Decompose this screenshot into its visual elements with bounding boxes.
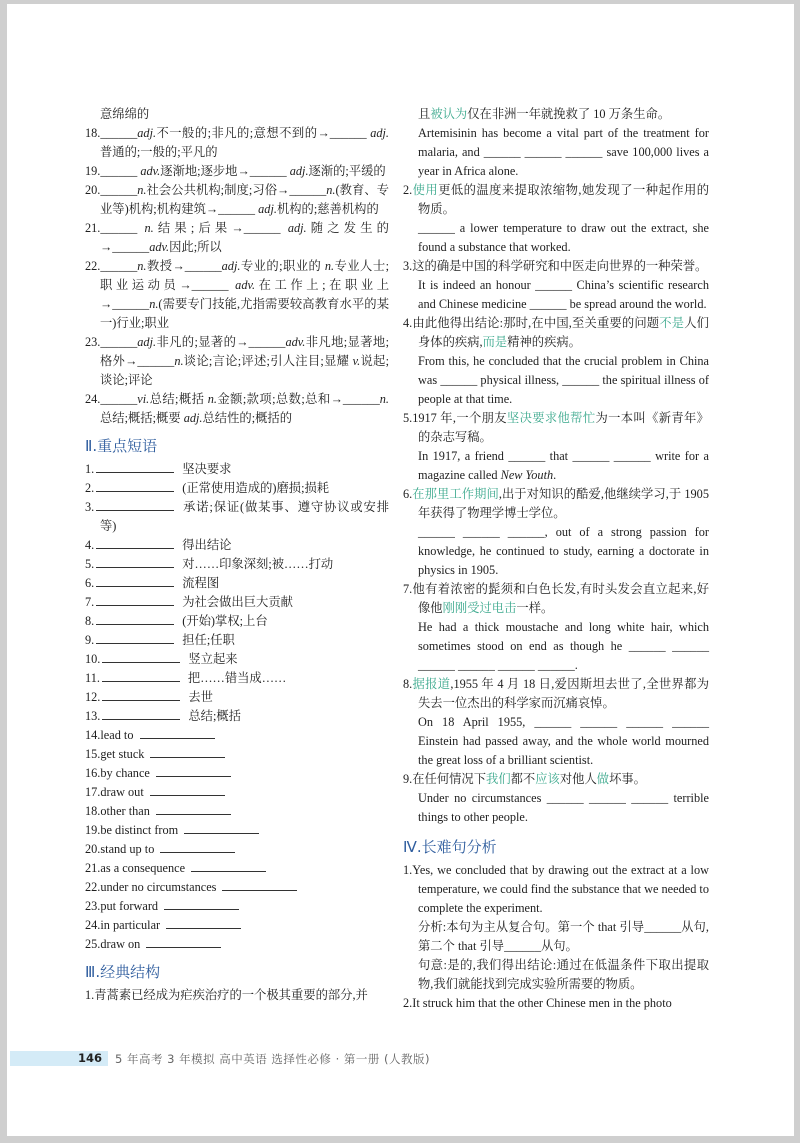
italic-text: adj. <box>221 259 241 273</box>
italic-text: adj. <box>258 202 277 216</box>
section-heading-structures: Ⅲ.经典结构 <box>85 963 161 981</box>
phrase-item <box>85 935 389 954</box>
phrase-item <box>85 783 389 802</box>
answer-blank[interactable] <box>191 859 266 872</box>
answer-blank[interactable] <box>96 479 174 492</box>
item-number: 8. <box>85 614 95 628</box>
structure-item-english[interactable]: He had a thick moustache and long white hair, which sometimes stood on end as though he ______ ______ ______ ______ ______ ______. <box>418 620 709 672</box>
phrase-item <box>85 859 389 878</box>
phrase-item <box>85 745 389 764</box>
structure-item-chinese: 4.由此他得出结论:那时,在中国,至关重要的问题不是人们身体的疾病,而是精神的疾病。 <box>403 316 709 349</box>
analysis-item-1-translation: 句意:是的,我们得出结论:通过在低温条件下取出提取物,我们就能找到完成实验所需要的物质。 <box>418 958 709 991</box>
vocab-item[interactable]: 22.______n.教授→______adj.专业的;职业的 n.专业人士;职业运动员→______ adv.在工作上;在职业上→______n.(需要专门技能,尤指需要较高教育水平的某一)行业;职业 <box>85 259 390 330</box>
structure-item-1-chinese-start: 1.青蒿素已经成为疟疾治疗的一个极其重要的部分,并 <box>85 988 368 1002</box>
structure-item-chinese: 5.1917 年,一个朋友坚决要求他帮忙为一本叫《新青年》的杂志写稿。 <box>403 411 709 444</box>
italic-text: adj. <box>287 221 307 235</box>
structure-item-english[interactable]: Under no circumstances ______ ______ ______ terrible things to other people. <box>418 791 709 824</box>
answer-blank[interactable] <box>96 631 174 644</box>
phrase-item <box>85 650 389 669</box>
phrase-meaning: (开始)掌权;上台 <box>182 614 268 628</box>
italic-text: adv. <box>149 240 170 254</box>
item-number: 3. <box>85 500 95 514</box>
item-number: 2. <box>85 481 95 495</box>
structure-item-chinese: 6.在那里工作期间,出于对知识的酷爱,他继续学习,于 1905 年获得了物理学博士学位。 <box>403 487 709 520</box>
answer-blank[interactable] <box>150 745 225 758</box>
phrase-meaning: 得出结论 <box>182 538 232 552</box>
vocab-item[interactable]: 23.______adj.非凡的;显著的→______adv.非凡地;显著地;格外→______n.谈论;言论;评述;引人注目;显耀 v.说起;谈论;评论 <box>85 335 389 387</box>
phrase-item <box>85 878 389 897</box>
highlighted-phrase: 被认为 <box>430 107 468 121</box>
italic-text: n. <box>174 354 184 368</box>
highlighted-phrase: 做 <box>596 772 610 786</box>
phrase-item <box>85 669 389 688</box>
answer-blank[interactable] <box>150 783 225 796</box>
answer-blank[interactable] <box>160 840 235 853</box>
answer-blank[interactable] <box>96 593 174 606</box>
phrase-meaning: 为社会做出巨大贡献 <box>182 595 293 609</box>
item-number: 6. <box>85 576 95 590</box>
phrase-item <box>85 897 389 916</box>
english-phrase: 16.by chance <box>85 766 150 780</box>
phrase-meaning: (正常使用造成的)磨损;损耗 <box>182 481 330 495</box>
highlighted-phrase: 不是 <box>659 316 685 330</box>
answer-blank[interactable] <box>166 916 241 929</box>
answer-blank[interactable] <box>156 802 231 815</box>
phrase-item <box>85 764 389 783</box>
answer-blank[interactable] <box>96 536 174 549</box>
phrase-item <box>85 593 389 612</box>
item-number: 5. <box>85 557 95 571</box>
structure-item-1-english[interactable]: Artemisinin has become a vital part of the treatment for malaria, and ______ ______ ______ save 100,000 lives a year in Africa alone. <box>418 126 709 178</box>
phrase-meaning: 竖立起来 <box>188 652 238 666</box>
section-heading-phrases: Ⅱ.重点短语 <box>85 437 158 455</box>
answer-blank[interactable] <box>96 612 174 625</box>
answer-blank[interactable] <box>222 878 297 891</box>
italic-text: n. <box>379 392 389 406</box>
italic-text: adj. <box>289 164 309 178</box>
structure-item-english[interactable]: From this, he concluded that the crucial problem in China was ______ physical illness, ______ the spiritual illness of people at that time. <box>418 354 709 406</box>
english-phrase: 19.be distinct from <box>85 823 179 837</box>
english-phrase: 15.get stuck <box>85 747 145 761</box>
structure-item-english[interactable]: In 1917, a friend ______ that ______ ______ write for a magazine called New Youth. <box>418 449 709 482</box>
phrase-item <box>85 802 389 821</box>
highlighted-phrase: 刚刚受过电击 <box>442 601 517 615</box>
english-phrase: 21.as a consequence <box>85 861 186 875</box>
analysis-item-1-explanation[interactable]: 分析:本句为主从复合句。第一个 that 引导______从句, 第二个 that 引导______从句。 <box>418 920 709 953</box>
item-number: 1. <box>85 462 95 476</box>
phrase-item <box>85 840 389 859</box>
left-column <box>85 105 389 1005</box>
phrase-item <box>85 498 389 536</box>
phrase-item <box>85 460 389 479</box>
italic-text: adj. <box>137 335 157 349</box>
phrase-item <box>85 555 389 574</box>
phrase-meaning: 承诺;保证(做某事、遵守协议或安排等) <box>100 500 389 533</box>
structure-item-chinese: 3.这的确是中国的科学研究和中医走向世界的一种荣誉。 <box>403 259 708 273</box>
highlighted-phrase: 而是 <box>482 335 508 349</box>
answer-blank[interactable] <box>96 574 174 587</box>
italic-text: adv. <box>285 335 306 349</box>
vocab-item[interactable]: 21.______ n.结果;后果→______ adj.随之发生的→______adv.因此;所以 <box>85 221 389 254</box>
answer-blank[interactable] <box>96 555 174 568</box>
highlighted-phrase: 应该 <box>535 772 560 786</box>
page-number: 146 <box>10 1051 108 1066</box>
italic-text: n. <box>137 183 147 197</box>
structure-item-1-chinese-continuation: 且被认为仅在非洲一年就挽救了 10 万条生命。 <box>418 107 671 121</box>
structure-item-chinese: 7.他有着浓密的髭须和白色长发,有时头发会直立起来,好像他刚刚受过电击一样。 <box>403 582 709 615</box>
answer-blank[interactable] <box>164 897 239 910</box>
item-number: 13. <box>85 709 101 723</box>
answer-blank[interactable] <box>140 726 215 739</box>
phrase-meaning: 坚决要求 <box>182 462 232 476</box>
vocab-item[interactable]: 20.______n.社会公共机构;制度;习俗→______n.(教育、专业等)机构;机构建筑→______ adj.机构的;慈善机构的 <box>85 183 389 216</box>
italic-text: n. <box>324 259 335 273</box>
phrase-list-chinese <box>85 460 389 726</box>
english-phrase: 17.draw out <box>85 785 144 799</box>
item-number: 7. <box>85 595 95 609</box>
structure-item-english[interactable]: It is indeed an honour ______ China’s scientific research and Chinese medicine ______ be spread around the world. <box>418 278 709 311</box>
right-column <box>403 105 709 1013</box>
italic-text: adj. <box>137 126 157 140</box>
italic-text: New Youth <box>500 468 554 482</box>
analysis-item-2-sentence: 2.It struck him that the other Chinese men in the photo <box>403 996 672 1010</box>
vocab-item-17-continuation: 意绵绵的 <box>100 107 150 121</box>
phrase-meaning: 把……错当成…… <box>187 671 287 685</box>
highlighted-phrase: 我们 <box>486 772 511 786</box>
phrase-item <box>85 688 389 707</box>
highlighted-phrase: 使用 <box>412 183 439 197</box>
phrase-item <box>85 612 389 631</box>
vocab-item[interactable]: 19.______ adv.逐渐地;逐步地→______ adj.逐渐的;平缓的 <box>85 164 386 178</box>
answer-blank[interactable] <box>102 650 180 663</box>
phrase-list-english <box>85 726 389 954</box>
phrase-item <box>85 707 389 726</box>
italic-text: adj. <box>370 126 389 140</box>
italic-text: v. <box>352 354 361 368</box>
phrase-item <box>85 916 389 935</box>
book-title: 5 年高考 3 年模拟 高中英语 选择性必修 · 第一册 (人教版) <box>115 1051 431 1066</box>
structure-item-english[interactable]: ______ a lower temperature to draw out the extract, she found a substance that worked. <box>418 221 709 254</box>
english-phrase: 22.under no circumstances <box>85 880 217 894</box>
english-phrase: 23.put forward <box>85 899 159 913</box>
english-phrase: 14.lead to <box>85 728 134 742</box>
section-heading-analysis: Ⅳ.长难句分析 <box>403 838 497 856</box>
structure-item-chinese: 2.使用更低的温度来提取浓缩物,她发现了一种起作用的物质。 <box>403 183 709 216</box>
item-number: 4. <box>85 538 95 552</box>
italic-text: adv. <box>140 164 161 178</box>
item-number: 12. <box>85 690 101 704</box>
answer-blank[interactable] <box>102 669 180 682</box>
answer-blank[interactable] <box>156 764 231 777</box>
structure-item-english[interactable]: On 18 April 1955, ______ ______ ______ ______ Einstein had passed away, and the whole world mourned the great loss of a brilliant scientist. <box>418 715 709 767</box>
structure-list <box>403 181 709 827</box>
phrase-item <box>85 536 389 555</box>
italic-text: n. <box>149 297 159 311</box>
phrase-item <box>85 574 389 593</box>
italic-text: n. <box>144 221 154 235</box>
italic-text: adj. <box>183 411 203 425</box>
phrase-meaning: 担任;任职 <box>182 633 235 647</box>
structure-item-english[interactable]: ______ ______ ______, out of a strong passion for knowledge, he continued to study, earning a doctorate in physics in 1905. <box>418 525 709 577</box>
item-number: 10. <box>85 652 101 666</box>
italic-text: vi. <box>137 392 150 406</box>
highlighted-phrase: 在那里工作期间 <box>412 487 499 501</box>
highlighted-phrase: 坚决要求他帮忙 <box>506 411 596 425</box>
structure-item-chinese: 9.在任何情况下我们都不应该对他人做坏事。 <box>403 772 646 786</box>
page-footer <box>10 1051 430 1066</box>
answer-blank[interactable] <box>146 935 221 948</box>
vocab-item[interactable]: 18.______adj.不一般的;非凡的;意想不到的→______ adj.普通的;一般的;平凡的 <box>85 126 389 159</box>
answer-blank[interactable] <box>102 688 180 701</box>
structure-item-chinese: 8.据报道,1955 年 4 月 18 日,爱因斯坦去世了,全世界都为失去一位杰出的科学家而沉痛哀悼。 <box>403 677 709 710</box>
item-number: 11. <box>85 671 100 685</box>
phrase-item <box>85 726 389 745</box>
italic-text: n. <box>207 392 218 406</box>
phrase-item <box>85 821 389 840</box>
answer-blank[interactable] <box>96 460 174 473</box>
analysis-item-1-sentence: 1.Yes, we concluded that by drawing out the extract at a low temperature, we could find the substance that we needed to complete the experiment. <box>403 863 709 915</box>
english-phrase: 18.other than <box>85 804 150 818</box>
phrase-meaning: 总结;概括 <box>188 709 241 723</box>
vocab-list <box>85 124 389 428</box>
answer-blank[interactable] <box>102 707 180 720</box>
highlighted-phrase: 据报道 <box>412 677 451 691</box>
italic-text: n. <box>137 259 147 273</box>
phrase-meaning: 流程图 <box>182 576 220 590</box>
english-phrase: 24.in particular <box>85 918 161 932</box>
phrase-item <box>85 479 389 498</box>
answer-blank[interactable] <box>184 821 259 834</box>
answer-blank[interactable] <box>96 498 174 511</box>
item-number: 9. <box>85 633 95 647</box>
italic-text: n. <box>326 183 336 197</box>
english-phrase: 25.draw on <box>85 937 141 951</box>
vocab-item[interactable]: 24.______vi.总结;概括 n.金额;款项;总数;总和→______n.总结;概括;概要 adj.总结性的;概括的 <box>85 392 389 425</box>
english-phrase: 20.stand up to <box>85 842 155 856</box>
italic-text: adv. <box>235 278 256 292</box>
phrase-meaning: 去世 <box>188 690 213 704</box>
phrase-item <box>85 631 389 650</box>
phrase-meaning: 对……印象深刻;被……打动 <box>182 557 334 571</box>
